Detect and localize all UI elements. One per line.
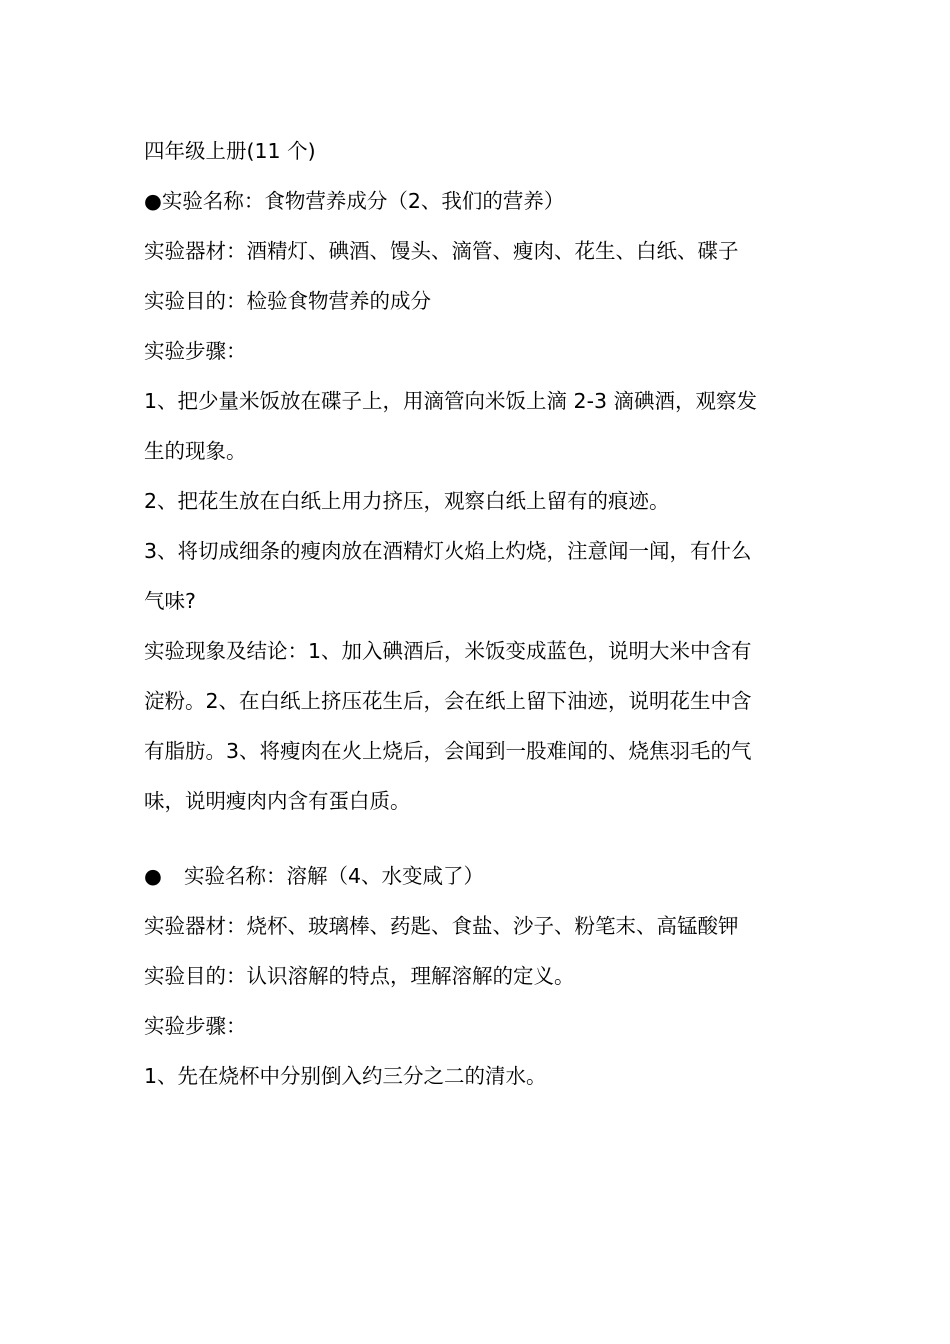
experiment-1-step-line: 3、将切成细条的瘦肉放在酒精灯火焰上灼烧，注意闻一闻，有什么	[144, 539, 752, 563]
experiment-2-equipment: 实验器材：烧杯、玻璃棒、药匙、食盐、沙子、粉笔末、高锰酸钾	[144, 914, 739, 938]
experiment-1-name-line	[144, 176, 824, 226]
experiment-1-name: 实验名称：食物营养成分（2、我们的营养）	[161, 189, 565, 213]
experiment-1-step-line: 生的现象。	[144, 439, 247, 463]
experiment-1-conclusion-line: 有脂肪。3、将瘦肉在火上烧后，会闻到一股难闻的、烧焦羽毛的气	[144, 739, 752, 763]
experiment-2-name: 实验名称：溶解（4、水变咸了）	[184, 864, 485, 888]
experiment-1-equipment: 实验器材：酒精灯、碘酒、馒头、滴管、瘦肉、花生、白纸、碟子	[144, 239, 739, 263]
experiment-1-purpose: 实验目的：检验食物营养的成分	[144, 289, 431, 313]
section-spacer	[144, 826, 824, 851]
experiment-2-name-line	[144, 851, 824, 901]
bullet-icon: ●	[144, 864, 162, 888]
experiment-1-step-line: 2、把花生放在白纸上用力挤压，观察白纸上留有的痕迹。	[144, 489, 670, 513]
experiment-1-conclusion-line: 淀粉。2、在白纸上挤压花生后，会在纸上留下油迹，说明花生中含	[144, 689, 752, 713]
document-body	[144, 126, 824, 1101]
experiment-1-conclusion-line: 实验现象及结论：1、加入碘酒后，米饭变成蓝色，说明大米中含有	[144, 639, 752, 663]
experiment-2-purpose: 实验目的：认识溶解的特点，理解溶解的定义。	[144, 964, 575, 988]
section-title: 四年级上册(11 个)	[144, 139, 316, 163]
experiment-1-conclusion-line: 味，说明瘦肉内含有蛋白质。	[144, 789, 411, 813]
experiment-2-step-line: 1、先在烧杯中分别倒入约三分之二的清水。	[144, 1064, 547, 1088]
bullet-icon: ●	[144, 189, 162, 213]
experiment-2-steps-heading: 实验步骤：	[144, 1014, 247, 1038]
experiment-1-steps-heading: 实验步骤：	[144, 339, 247, 363]
experiment-1-step-line: 气味?	[144, 589, 196, 613]
experiment-1-step-line: 1、把少量米饭放在碟子上，用滴管向米饭上滴 2-3 滴碘酒，观察发	[144, 389, 758, 413]
